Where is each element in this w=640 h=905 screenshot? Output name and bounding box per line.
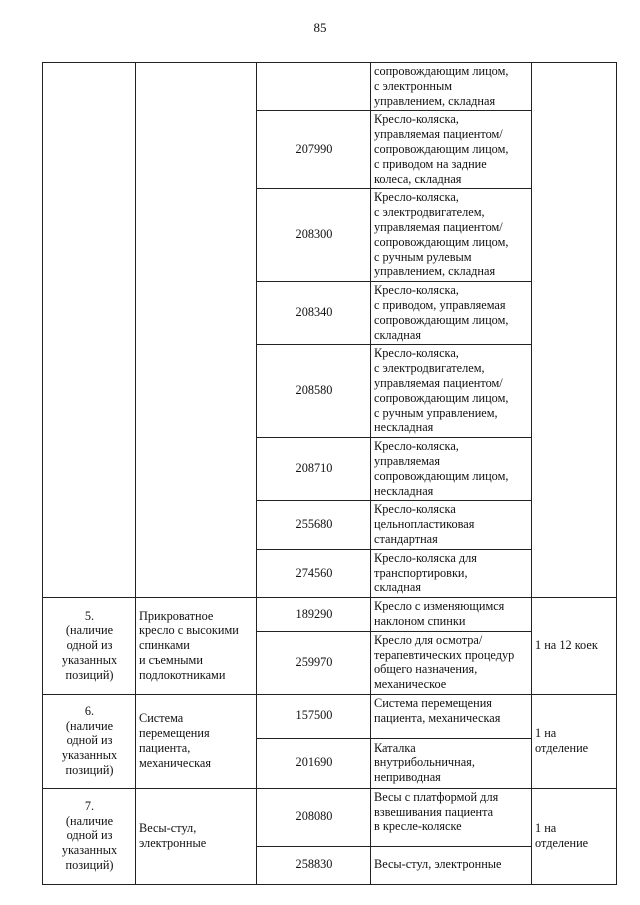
table-row xyxy=(43,694,617,738)
name-cell: Система перемещения пациента, механическая xyxy=(371,694,532,738)
group-number-cell: 5. (наличие одной из указанных позиций) xyxy=(43,598,136,695)
quantity-cell: 1 на 12 коек xyxy=(532,598,617,695)
code-cell: 201690 xyxy=(257,738,371,788)
name-cell: Кресло-коляска, управляемая сопровождающим лицом, нескладная xyxy=(371,438,532,501)
code-cell: 258830 xyxy=(257,846,371,884)
group-item-cell: Весы-стул, электронные xyxy=(136,788,257,884)
group-item-cell: Прикроватное кресло с высокими спинками и съемными подлокотниками xyxy=(136,598,257,695)
name-cell: Кресло-коляска для транспортировки, складная xyxy=(371,549,532,597)
table-row xyxy=(43,598,617,632)
table-row xyxy=(43,63,617,111)
code-cell: 157500 xyxy=(257,694,371,738)
name-cell: Кресло для осмотра/ терапевтических процедур общего назначения, механическое xyxy=(371,631,532,694)
code-cell: 274560 xyxy=(257,549,371,597)
item-cell-empty xyxy=(136,63,257,598)
code-cell: 207990 xyxy=(257,111,371,189)
code-cell: 259970 xyxy=(257,631,371,694)
name-cell: Кресло-коляска, с приводом, управляемая сопровождающим лицом, складная xyxy=(371,282,532,345)
code-cell: 255680 xyxy=(257,501,371,549)
group-number-cell: 7. (наличие одной из указанных позиций) xyxy=(43,788,136,884)
code-cell: 208710 xyxy=(257,438,371,501)
name-cell: Кресло-коляска цельнопластиковая стандартная xyxy=(371,501,532,549)
quantity-cell: 1 на отделение xyxy=(532,694,617,788)
table-row xyxy=(43,788,617,846)
quantity-cell-empty xyxy=(532,63,617,598)
number-cell-empty xyxy=(43,63,136,598)
name-cell: Каталка внутрибольничная, неприводная xyxy=(371,738,532,788)
code-cell: 189290 xyxy=(257,598,371,632)
equipment-table xyxy=(42,62,617,885)
code-cell: 208080 xyxy=(257,788,371,846)
name-cell: Кресло-коляска, управляемая пациентом/ сопровождающим лицом, с приводом на задние колеса, складная xyxy=(371,111,532,189)
group-item-cell: Система перемещения пациента, механическая xyxy=(136,694,257,788)
name-cell: Кресло-коляска, с электродвигателем, управляемая пациентом/ сопровождающим лицом, с ручным рулевым управлением, складная xyxy=(371,189,532,282)
name-cell: Кресло с изменяющимся наклоном спинки xyxy=(371,598,532,632)
quantity-cell: 1 на отделение xyxy=(532,788,617,884)
name-cell: Весы с платформой для взвешивания пациента в кресле-коляске xyxy=(371,788,532,846)
code-cell: 208300 xyxy=(257,189,371,282)
group-number-cell: 6. (наличие одной из указанных позиций) xyxy=(43,694,136,788)
code-cell: 208580 xyxy=(257,345,371,438)
name-cell: сопровождающим лицом, с электронным управлением, складная xyxy=(371,63,532,111)
code-cell xyxy=(257,63,371,111)
page-number: 85 xyxy=(313,20,327,35)
code-cell: 208340 xyxy=(257,282,371,345)
name-cell: Кресло-коляска, с электродвигателем, управляемая пациентом/ сопровождающим лицом, с ручным управлением, нескладная xyxy=(371,345,532,438)
name-cell: Весы-стул, электронные xyxy=(371,846,532,884)
